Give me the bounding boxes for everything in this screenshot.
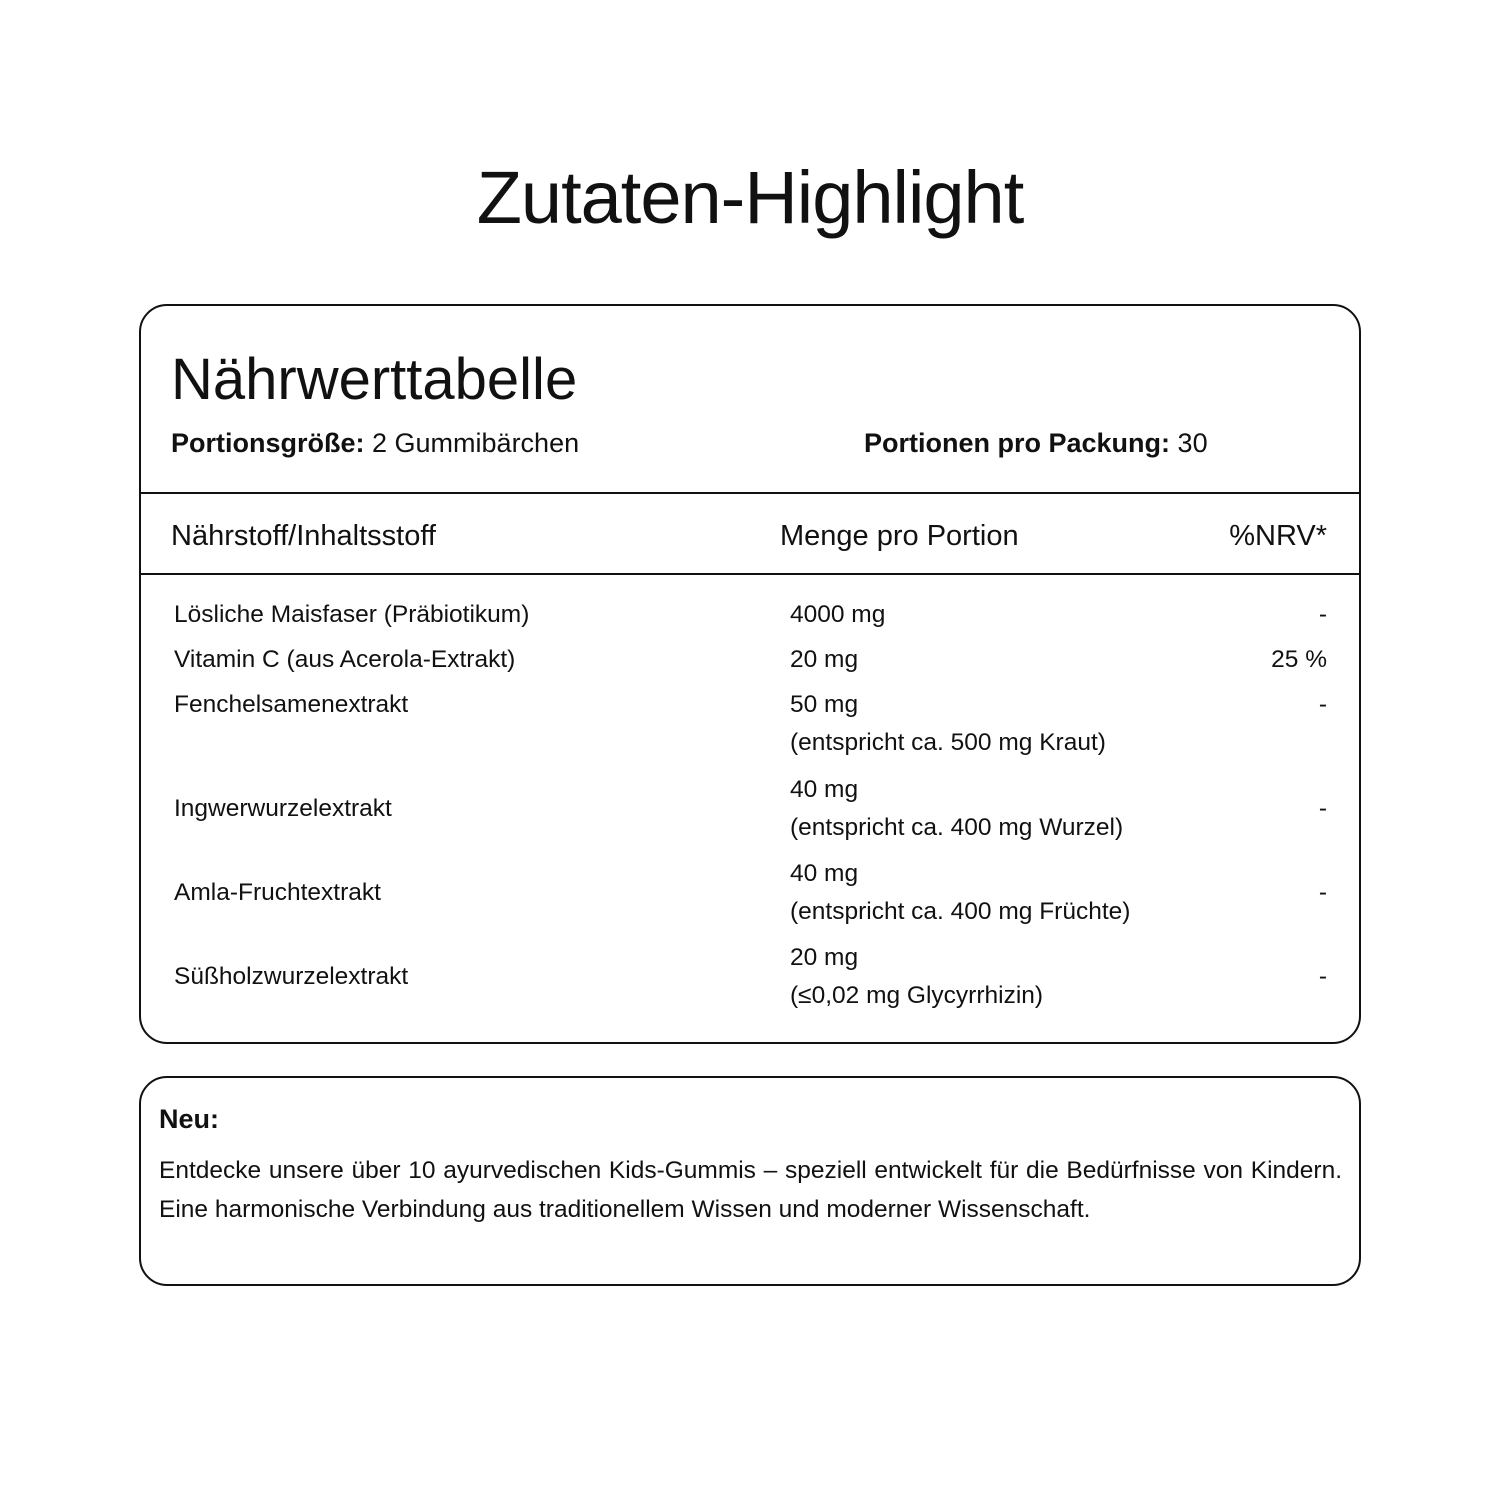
servings-label: Portionen pro Packung:: [864, 428, 1171, 458]
nutrient-name: Fenchelsamenextrakt: [174, 691, 409, 718]
serving-size-label: Portionsgröße:: [171, 428, 365, 458]
news-label: Neu:: [159, 1104, 219, 1134]
nutrient-nrv: -: [1318, 963, 1327, 990]
nutrient-nrv: -: [1318, 691, 1327, 718]
nutrient-nrv: -: [1318, 879, 1327, 906]
news-card: [139, 1076, 1361, 1286]
nutrient-name: Lösliche Maisfaser (Präbiotikum): [174, 601, 530, 628]
serving-size-value: 2 Gummibärchen: [372, 428, 580, 458]
divider: [141, 492, 1359, 494]
column-header-nutrient: Nährstoff/Inhaltsstoff: [171, 520, 436, 552]
nutrition-table-heading: Nährwerttabelle: [171, 347, 578, 412]
nutrient-nrv: 25 %: [1271, 646, 1327, 673]
nutrient-amount-note: (entspricht ca. 400 mg Wurzel): [790, 814, 1124, 841]
serving-size: [171, 428, 579, 459]
nutrition-table-card: [139, 304, 1361, 1044]
nutrient-amount: 20 mg: [790, 944, 859, 971]
nutrient-amount: 40 mg: [790, 860, 859, 887]
servings-value: 30: [1177, 428, 1208, 458]
divider: [141, 573, 1359, 575]
nutrient-name: Vitamin C (aus Acerola-Extrakt): [174, 646, 516, 673]
page-title: Zutaten-Highlight: [476, 156, 1024, 239]
nutrient-name: Süßholzwurzelextrakt: [174, 963, 409, 990]
nutrient-nrv: -: [1318, 795, 1327, 822]
nutrient-amount: 50 mg: [790, 691, 859, 718]
column-header-amount: Menge pro Portion: [780, 520, 1019, 552]
nutrient-amount-note: (entspricht ca. 500 mg Kraut): [790, 729, 1106, 756]
nutrient-amount: 40 mg: [790, 776, 859, 803]
nutrient-amount-note: (≤0,02 mg Glycyrrhizin): [790, 982, 1044, 1009]
nutrient-nrv: -: [1318, 601, 1327, 628]
nutrient-amount: 4000 mg: [790, 601, 886, 628]
nutrient-name: Ingwerwurzelextrakt: [174, 795, 392, 822]
servings-per-pack: [864, 428, 1208, 459]
nutrient-name: Amla-Fruchtextrakt: [174, 879, 381, 906]
nutrient-amount-note: (entspricht ca. 400 mg Früchte): [790, 898, 1131, 925]
column-header-nrv: %NRV*: [1229, 520, 1327, 552]
news-text: Entdecke unsere über 10 ayurvedischen Kids-Gummis – speziell entwickelt für die Bedürfnisse von Kindern. Eine harmonische Verbindung aus traditionellem Wissen und moderner Wissenschaft.: [159, 1157, 1342, 1223]
nutrient-amount: 20 mg: [790, 646, 859, 673]
